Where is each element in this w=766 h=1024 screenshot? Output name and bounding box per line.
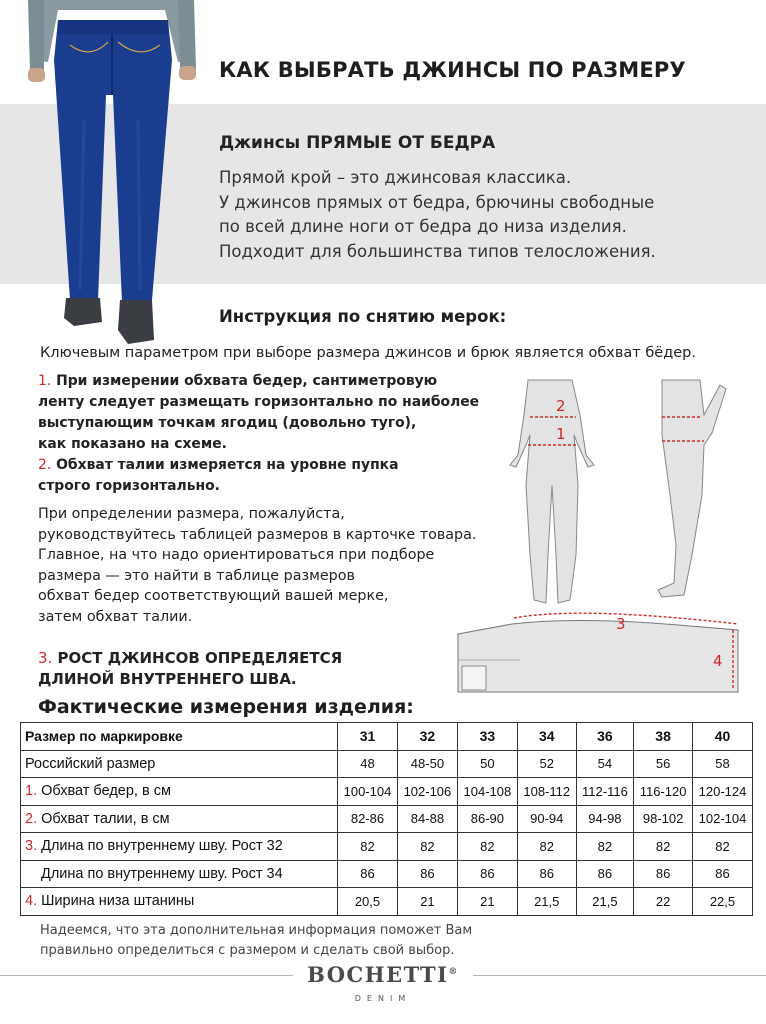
table-cell: 82: [576, 833, 634, 861]
table-cell: 86: [338, 860, 398, 888]
page-title: КАК ВЫБРАТЬ ДЖИНСЫ ПО РАЗМЕРУ: [219, 58, 686, 82]
table-cell: 52: [517, 750, 576, 778]
key-parameter-text: Ключевым параметром при выборе размера джинсов и брюк является обхват бёдер.: [40, 345, 696, 361]
row-label-cell: [21, 833, 338, 861]
row-label: Ширина низа штанины: [41, 893, 195, 910]
table-cell: 82: [397, 833, 457, 861]
label-2: 2: [556, 397, 566, 415]
row-number: 2.: [25, 810, 38, 827]
row-label: Обхват бедер, в см: [41, 783, 171, 800]
brand-wordmark: BOCHETTI: [307, 962, 449, 987]
brand-subtitle: DENIM: [354, 994, 412, 1003]
row-label: Длина по внутреннему шву. Рост 32: [41, 838, 283, 855]
measurement-steps: [38, 371, 508, 497]
brand-logo: [0, 962, 766, 987]
step-3-text: [38, 648, 342, 690]
table-row: [21, 778, 753, 806]
table-cell: 32: [397, 723, 457, 751]
row-number: 3.: [25, 838, 38, 855]
label-3: 3: [616, 615, 626, 633]
table-cell: 82: [634, 833, 693, 861]
table-cell: 82: [692, 833, 752, 861]
table-cell: 94-98: [576, 805, 634, 833]
table-row: [21, 860, 753, 888]
row-label-cell: [21, 860, 338, 888]
table-cell: 48: [338, 750, 398, 778]
intro-line: Подходит для большинства типов телосложения.: [219, 241, 656, 261]
closing-note: [40, 921, 472, 961]
table-cell: 54: [576, 750, 634, 778]
row-label-cell: [21, 750, 338, 778]
table-cell: 116-120: [634, 778, 693, 806]
row-label-cell: [21, 723, 338, 751]
table-title: Фактические измерения изделия:: [38, 696, 414, 718]
brand-name: [293, 962, 473, 987]
table-cell: 82: [338, 833, 398, 861]
table-cell: 82-86: [338, 805, 398, 833]
table-row: [21, 750, 753, 778]
table-cell: 31: [338, 723, 398, 751]
table-cell: 108-112: [517, 778, 576, 806]
intro-line: Прямой крой – это джинсовая классика.: [219, 168, 572, 187]
guide-line: обхват бедер соответствующий вашей мерке,: [38, 588, 389, 605]
table-cell: 36: [576, 723, 634, 751]
step-1-line: выступающим точкам ягодиц (довольно туго),: [38, 415, 417, 431]
row-number: 1.: [25, 783, 38, 800]
table-cell: 86: [692, 860, 752, 888]
step-3-line: ДЛИНОЙ ВНУТРЕННЕГО ШВА.: [38, 670, 297, 688]
guide-text: [38, 504, 476, 628]
table-cell: 100-104: [338, 778, 398, 806]
table-cell: 22,5: [692, 888, 752, 916]
table-cell: 86-90: [457, 805, 517, 833]
table-cell: 86: [517, 860, 576, 888]
table-cell: 82: [457, 833, 517, 861]
table-cell: 112-116: [576, 778, 634, 806]
table-cell: 58: [692, 750, 752, 778]
table-row: [21, 805, 753, 833]
step-2-line: [38, 455, 508, 476]
table-cell: 102-106: [397, 778, 457, 806]
table-cell: 21,5: [576, 888, 634, 916]
step-3-text-1: РОСТ ДЖИНСОВ ОПРЕДЕЛЯЕТСЯ: [57, 649, 343, 667]
table-cell: 34: [517, 723, 576, 751]
row-label: Длина по внутреннему шву. Рост 34: [41, 865, 283, 882]
table-cell: 84-88: [397, 805, 457, 833]
table-cell: 48-50: [397, 750, 457, 778]
step-3-line: [38, 648, 342, 669]
table-cell: 90-94: [517, 805, 576, 833]
row-label: Размер по маркировке: [25, 728, 183, 745]
table-cell: 21: [397, 888, 457, 916]
table-row: [21, 888, 753, 916]
table-cell: 86: [397, 860, 457, 888]
step-1-line: как показано на схеме.: [38, 436, 227, 452]
intro-line: У джинсов прямых от бедра, брючины свободные: [219, 192, 655, 212]
table-cell: 38: [634, 723, 693, 751]
table-row: [21, 833, 753, 861]
row-label-cell: [21, 888, 338, 916]
table-cell: 21,5: [517, 888, 576, 916]
intro-line: по всей длине ноги от бедра до низа изделия.: [219, 217, 627, 236]
table-cell: 33: [457, 723, 517, 751]
table-cell: 56: [634, 750, 693, 778]
pants-measurement-diagram: [440, 600, 750, 700]
guide-line: Главное, на что надо ориентироваться при подборе: [38, 547, 435, 564]
step-3-number: 3.: [38, 649, 53, 667]
table-cell: 104-108: [457, 778, 517, 806]
table-cell: 40: [692, 723, 752, 751]
intro-text: [219, 166, 759, 264]
size-table: [20, 722, 753, 916]
note-line: Надеемся, что эта дополнительная информация поможет Вам: [40, 923, 473, 938]
table-cell: 21: [457, 888, 517, 916]
step-1-text: При измерении обхвата бедер, сантиметровую: [56, 373, 438, 389]
step-2-text: Обхват талии измеряется на уровне пупка: [56, 457, 399, 473]
step-1-number: 1.: [38, 373, 52, 389]
label-1: 1: [556, 425, 566, 443]
guide-line: размера — это найти в таблице размеров: [38, 567, 355, 584]
table-cell: 98-102: [634, 805, 693, 833]
step-1-line: [38, 371, 508, 392]
row-label: Обхват талии, в см: [41, 810, 170, 827]
table-cell: 50: [457, 750, 517, 778]
note-line: правильно определиться с размером и сделать свой выбор.: [40, 943, 455, 958]
label-4: 4: [713, 652, 723, 670]
table-cell: 20,5: [338, 888, 398, 916]
step-2-line: строго горизонтально.: [38, 478, 220, 494]
model-in-jeans-illustration: [0, 0, 210, 350]
product-subtitle: Джинсы ПРЯМЫЕ ОТ БЕДРА: [219, 133, 496, 153]
row-number: 4.: [25, 893, 38, 910]
guide-line: затем обхват талии.: [38, 608, 193, 625]
table-cell: 86: [634, 860, 693, 888]
row-label: Российский размер: [25, 755, 156, 772]
table-cell: 82: [517, 833, 576, 861]
table-cell: 22: [634, 888, 693, 916]
registered-mark: ®: [448, 967, 459, 977]
row-label-cell: [21, 778, 338, 806]
guide-line: При определении размера, пожалуйста,: [38, 506, 345, 522]
table-row: [21, 723, 753, 751]
table-cell: 102-104: [692, 805, 752, 833]
instructions-title: Инструкция по снятию мерок:: [219, 307, 507, 326]
table-cell: 86: [576, 860, 634, 888]
body-measurement-diagram: [490, 375, 760, 610]
step-1-line: ленту следует размещать горизонтально по наиболее: [38, 394, 480, 410]
table-cell: 120-124: [692, 778, 752, 806]
row-label-cell: [21, 805, 338, 833]
guide-line: руководствуйтесь таблицей размеров в карточке товара.: [38, 526, 477, 543]
step-2-number: 2.: [38, 457, 52, 473]
table-cell: 86: [457, 860, 517, 888]
